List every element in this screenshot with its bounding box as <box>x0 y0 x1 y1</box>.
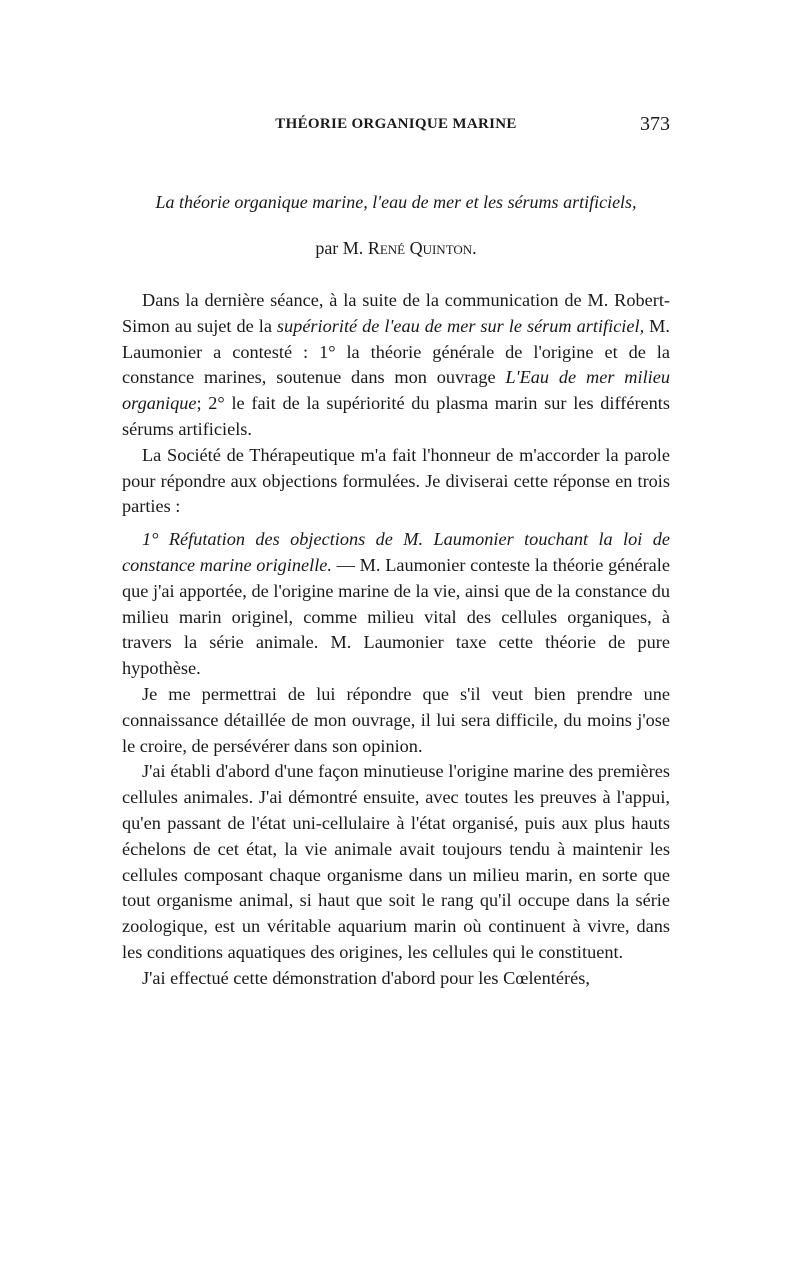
paragraph-1 <box>122 288 670 443</box>
byline <box>122 238 670 259</box>
paragraph-1-italic-a: supériorité de l'eau de mer sur le sérum artificiel, <box>276 315 645 336</box>
paragraph-2: La Société de Thérapeutique m'a fait l'honneur de m'accorder la parole pour répondre aux objections formulées. Je diviserai cette réponse en trois parties : <box>122 444 670 517</box>
paragraph-3-italic: 1° Réfutation des objections de M. Laumonier touchant la loi de constance marine originelle. <box>122 529 670 575</box>
byline-prefix: par M. <box>315 238 364 258</box>
paragraph-1-italic-b: L'Eau de mer milieu organique <box>122 367 670 414</box>
paragraph-5: J'ai établi d'abord d'une façon minutieuse l'origine marine des premières cellules animales. J'ai démontré ensuite, avec toutes les preuves à l'appui, qu'en passant de l'état uni-cellulaire à l'état organisé, puis aux plus hauts échelons de cet état, la vie animale avait toujours tendu à maintenir les cellules composant chaque organisme dans un milieu marin, en sorte que tout organisme animal, si haut que soit le rang qu'il occupe dans la série zoologique, est un véritable aquarium marin où continuent à vivre, dans les conditions aquatiques des origines, les cellules qui le constituent. <box>122 761 670 962</box>
running-title: THÉORIE ORGANIQUE MARINE <box>275 116 517 132</box>
page-number: 373 <box>640 113 670 135</box>
article-title: La théorie organique marine, l'eau de mer et les sérums artificiels, <box>155 192 637 212</box>
paragraph-1-text-c: ; 2° le fait de la supériorité du plasma marin sur les différents sérums artificiels. <box>122 393 670 439</box>
paragraph-3-text: — M. Laumonier conteste la théorie générale que j'ai apportée, de l'origine marine de la vie, ainsi que de la constance du milieu marin originel, comme milieu vital des cellules organiques, à travers la série animale. M. Laumonier taxe cette théorie de pure hypothèse. <box>122 554 670 679</box>
body-text <box>122 288 670 992</box>
paragraph-4: Je me permettrai de lui répondre que s'il veut bien prendre une connaissance détaillée de mon ouvrage, il lui sera difficile, du moins j'ose le croire, de persévérer dans son opinion. <box>122 683 670 756</box>
paragraph-1-text-a: Dans la dernière séance, à la suite de la communication de M. Robert-Simon au sujet de la <box>122 290 670 336</box>
paragraph-1-text-b: M. Laumonier a contesté : 1° la théorie générale de l'origine et de la constance marines, soutenue dans mon ouvrage <box>122 315 670 388</box>
byline-author: René Quinton. <box>367 238 477 258</box>
paragraph-3 <box>122 527 670 682</box>
paragraph-6: J'ai effectué cette démonstration d'abord pour les Cœlentérés, <box>142 967 590 988</box>
running-head <box>122 113 670 140</box>
